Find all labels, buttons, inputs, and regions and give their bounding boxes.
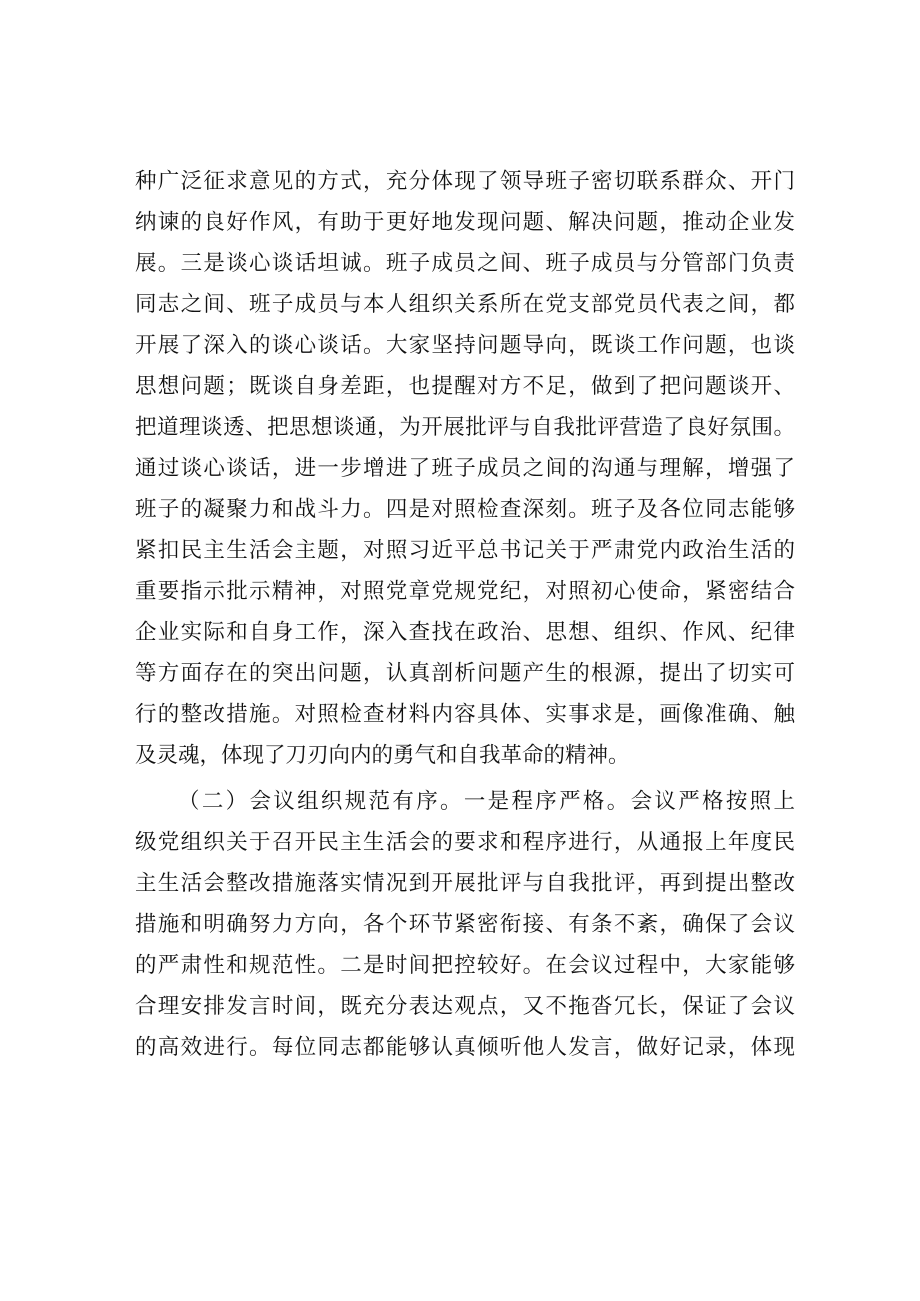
paragraph-1 <box>135 161 795 776</box>
text-line: 主生活会整改措施落实情况到开展批评与自我批评，再到提出整改 <box>135 871 795 896</box>
text-line: 种广泛征求意见的方式，充分体现了领导班子密切联系群众、开门 <box>135 169 795 194</box>
text-line: 及灵魂，体现了刀刃向内的勇气和自我革命的精神。 <box>135 743 630 768</box>
text-line: 展。三是谈心谈话坦诚。班子成员之间、班子成员与分管部门负责 <box>135 251 795 276</box>
text-line: 紧扣民主生活会主题，对照习近平总书记关于严肃党内政治生活的 <box>135 538 795 563</box>
text-line: 通过谈心谈话，进一步增进了班子成员之间的沟通与理解，增强了 <box>135 456 795 481</box>
text-line: 开展了深入的谈心谈话。大家坚持问题导向，既谈工作问题，也谈 <box>135 333 795 358</box>
text-line: 级党组织关于召开民主生活会的要求和程序进行，从通报上年度民 <box>135 830 795 855</box>
text-line: 等方面存在的突出问题，认真剖析问题产生的根源，提出了切实可 <box>135 661 795 686</box>
text-line: 纳谏的良好作风，有助于更好地发现问题、解决问题，推动企业发 <box>135 210 795 235</box>
paragraph-2 <box>135 781 795 1068</box>
text-line: 措施和明确努力方向，各个环节紧密衔接、有条不紊，确保了会议 <box>135 912 795 937</box>
text-line-indented: （二）会议组织规范有序。一是程序严格。会议严格按照上 <box>178 789 795 814</box>
text-line: 合理安排发言时间，既充分表达观点，又不拖沓冗长，保证了会议 <box>135 994 795 1019</box>
text-line: 班子的凝聚力和战斗力。四是对照检查深刻。班子及各位同志能够 <box>135 497 795 522</box>
text-line: 行的整改措施。对照检查材料内容具体、实事求是，画像准确、触 <box>135 702 795 727</box>
text-line: 企业实际和自身工作，深入查找在政治、思想、组织、作风、纪律 <box>135 620 795 645</box>
text-line: 的高效进行。每位同志都能够认真倾听他人发言，做好记录，体现 <box>135 1035 795 1060</box>
text-line: 把道理谈透、把思想谈通，为开展批评与自我批评营造了良好氛围。 <box>135 415 795 440</box>
text-line: 的严肃性和规范性。二是时间把控较好。在会议过程中，大家能够 <box>135 953 795 978</box>
text-line: 思想问题；既谈自身差距，也提醒对方不足，做到了把问题谈开、 <box>135 374 795 399</box>
text-line: 重要指示批示精神，对照党章党规党纪，对照初心使命，紧密结合 <box>135 579 795 604</box>
text-line: 同志之间、班子成员与本人组织关系所在党支部党员代表之间，都 <box>135 292 795 317</box>
